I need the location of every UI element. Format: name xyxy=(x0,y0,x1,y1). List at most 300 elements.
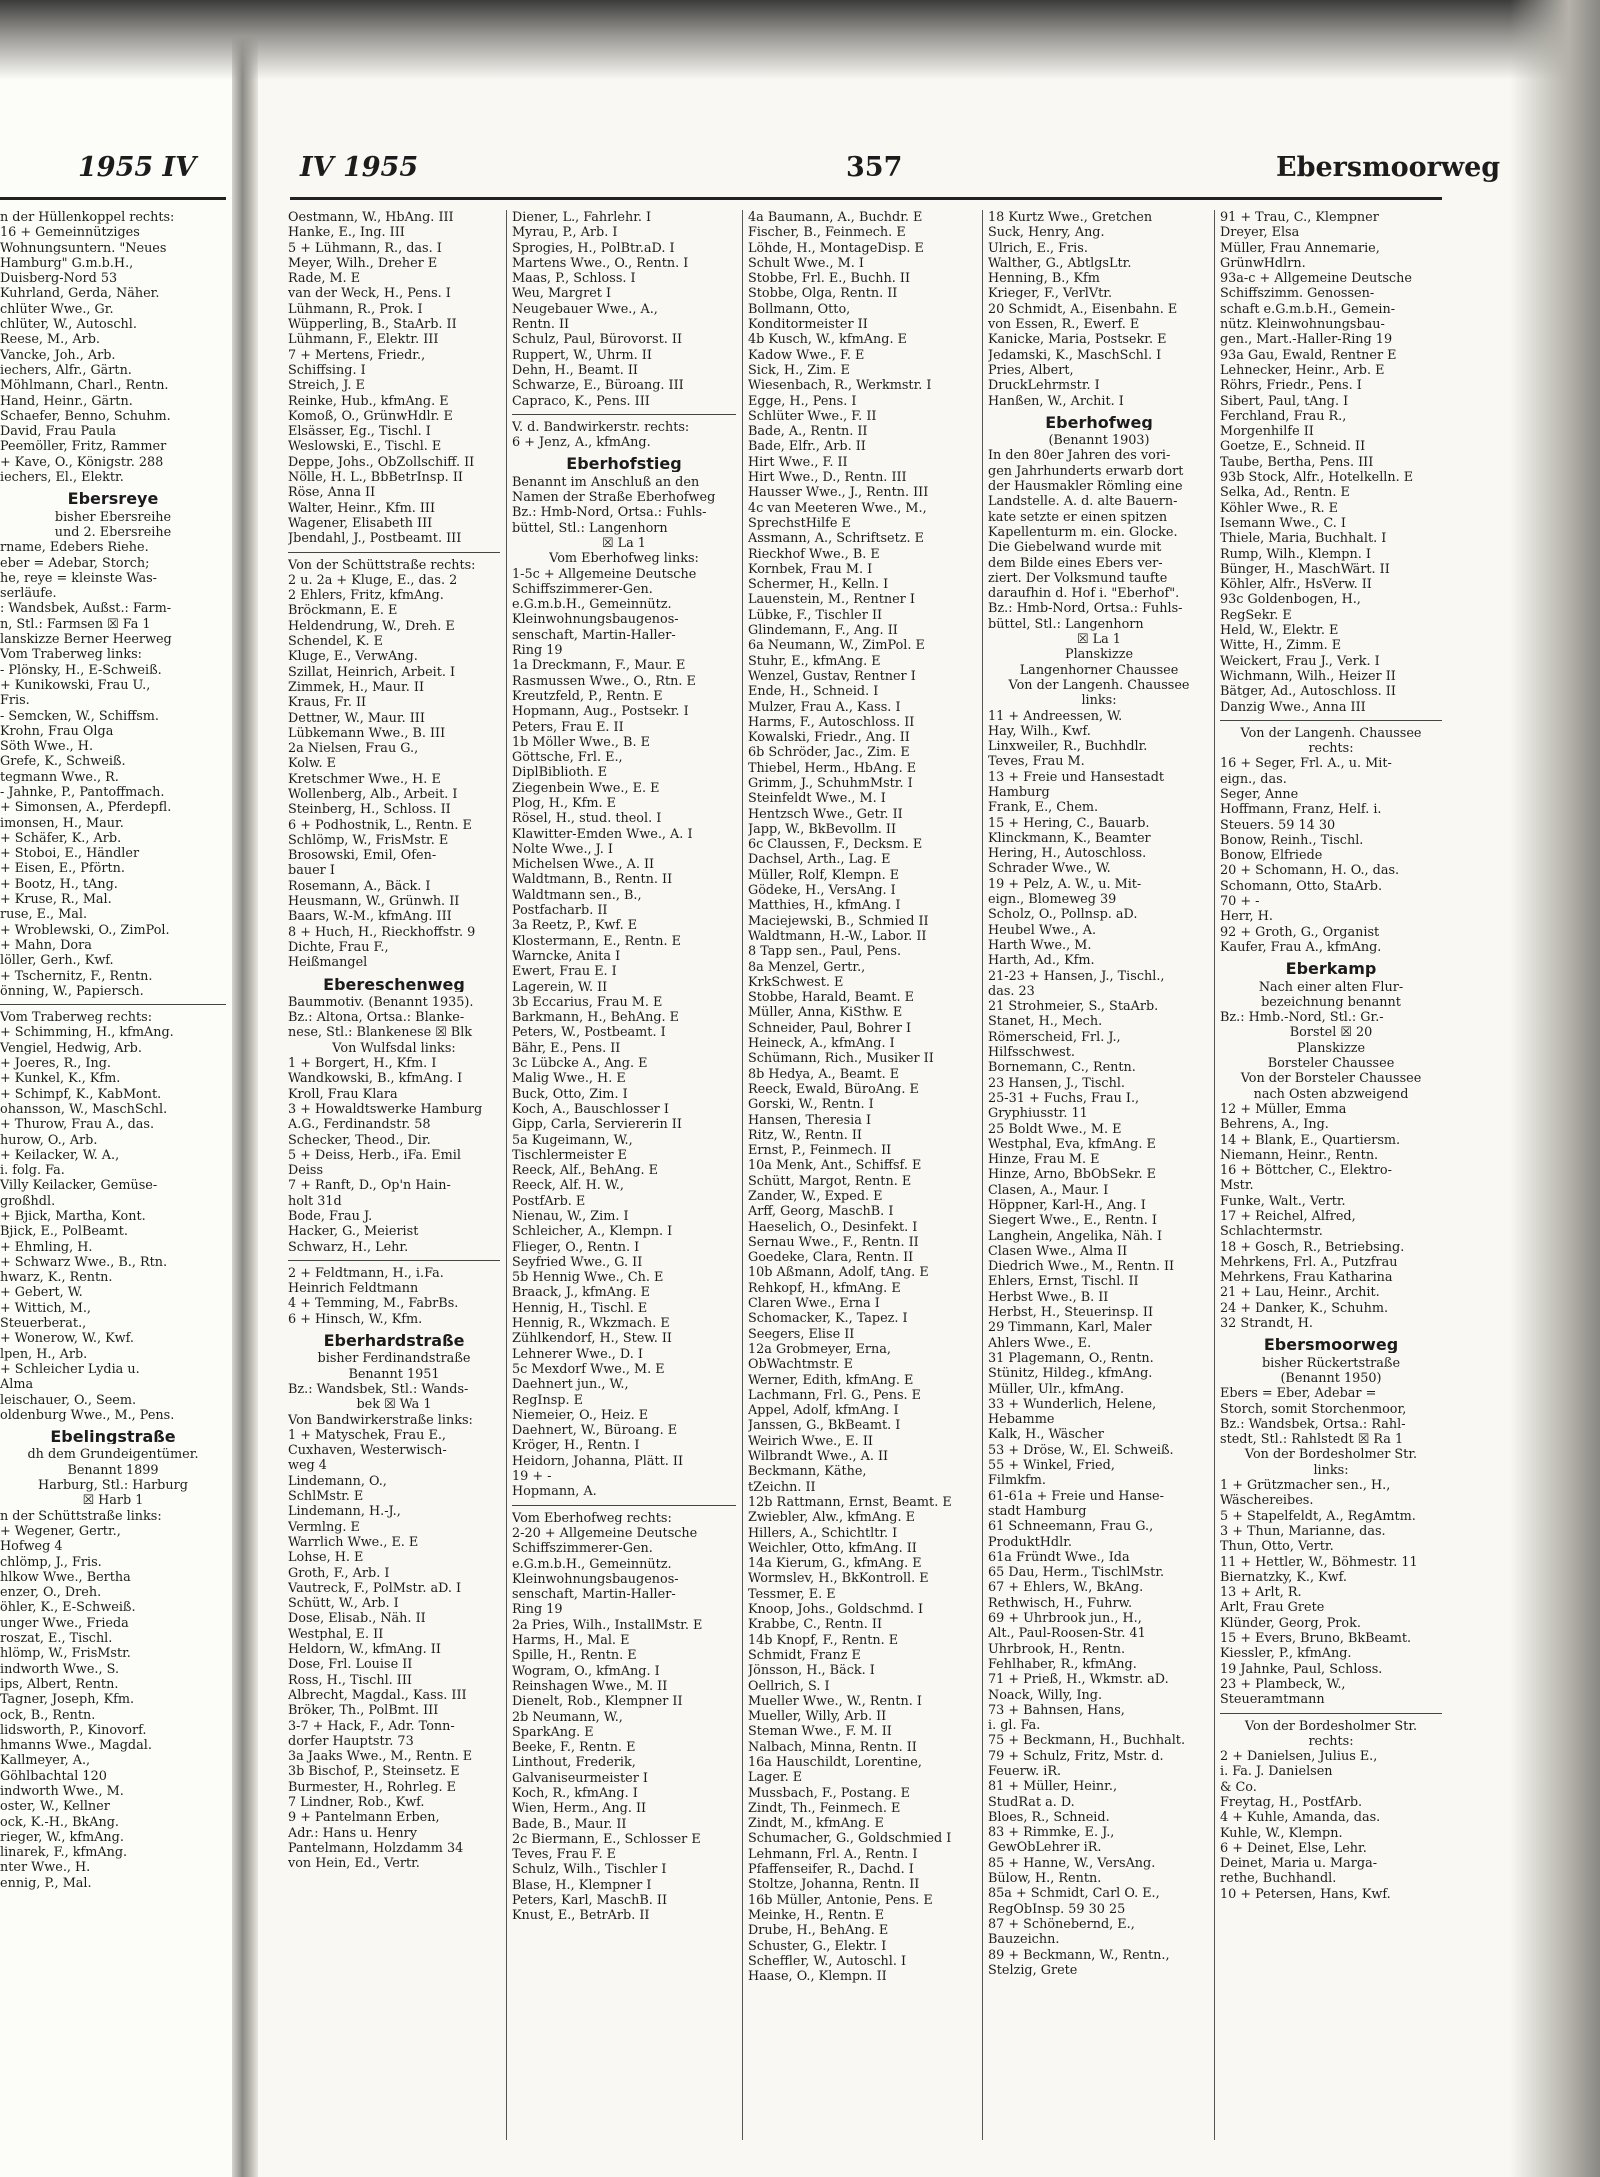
directory-entry: 61 Schneemann, Frau G., xyxy=(988,1519,1154,1535)
directory-entry: iechers, Alfr., Gärtn. xyxy=(0,362,132,378)
directory-entry: Myrau, P., Arb. I xyxy=(512,225,618,241)
directory-entry: 3 + Thun, Marianne, das. xyxy=(1220,1523,1386,1539)
directory-entry: Claren Wwe., Erna I xyxy=(748,1296,880,1312)
directory-entry: 2a Nielsen, Frau G., xyxy=(288,741,419,757)
directory-entry: 16 + Böttcher, C., Elektro- xyxy=(1220,1163,1392,1179)
directory-entry: ips, Albert, Rentn. xyxy=(0,1676,119,1692)
directory-entry: 21 Strohmeier, S., StaArb. xyxy=(988,999,1159,1015)
directory-entry: Pfaffenseifer, R., Dachd. I xyxy=(748,1862,914,1878)
directory-entry: 1b Möller Wwe., B. E xyxy=(512,734,650,750)
directory-entry: Rethwisch, H., Fuhrw. xyxy=(988,1595,1133,1611)
directory-entry: Rump, Wilh., Klempn. I xyxy=(1220,546,1371,562)
directory-entry: Zwiebler, Alw., kfmAng. E xyxy=(748,1510,915,1526)
directory-entry: hlkow Wwe., Bertha xyxy=(0,1569,131,1585)
directory-entry: Müller, Ulr., kfmAng. xyxy=(988,1381,1125,1397)
street-note: und 2. Ebersreihe xyxy=(54,524,172,540)
directory-entry: Steinfeldt Wwe., M. I xyxy=(748,791,886,807)
directory-entry: Schumacher, G., Goldschmied I xyxy=(748,1831,952,1847)
directory-entry: Kuhle, W., Klempn. xyxy=(1220,1825,1343,1841)
directory-entry: Tischlermeister E xyxy=(512,1147,627,1163)
directory-entry: Von der Schüttstraße rechts: xyxy=(288,557,476,573)
directory-entry: 8 Tapp sen., Paul, Pens. xyxy=(748,944,902,960)
directory-entry: + Keilacker, W. A., xyxy=(0,1147,120,1163)
directory-entry: Fehlhaber, R., kfmAng. xyxy=(988,1656,1137,1672)
directory-entry: 93a Gau, Ewald, Rentner E xyxy=(1220,347,1397,363)
directory-entry: Schiffsing. I xyxy=(288,362,366,378)
directory-entry: Reinshagen Wwe., M. II xyxy=(512,1678,668,1694)
directory-entry: Goetze, E., Schneid. II xyxy=(1220,439,1366,455)
directory-entry: Noack, Willy, Ing. xyxy=(988,1687,1103,1703)
section-rule xyxy=(288,1260,500,1261)
directory-entry: unger Wwe., Frieda xyxy=(0,1615,129,1631)
directory-entry: Bauzeichn. xyxy=(988,1932,1060,1948)
directory-entry: 3b Bischof, P., Steinsetz. E xyxy=(288,1764,460,1780)
directory-entry: schaft e.G.m.b.H., Gemein- xyxy=(1220,301,1396,317)
directory-entry: hlömp, W., FrisMstr. xyxy=(0,1646,131,1662)
directory-entry: RegInsp. E xyxy=(512,1392,583,1408)
directory-entry: Deiss xyxy=(288,1163,324,1179)
directory-entry: Villy Keilacker, Gemüse- xyxy=(0,1178,158,1194)
directory-entry: 1 + Borgert, H., Kfm. I xyxy=(288,1056,437,1072)
directory-entry: 4b Kusch, W., kfmAng. E xyxy=(748,332,907,348)
directory-entry: 17 + Reichel, Alfred, xyxy=(1220,1209,1356,1224)
directory-entry: Wichmann, Wilh., Heizer II xyxy=(1220,668,1396,684)
directory-entry: + Eisen, E., Pförtn. xyxy=(0,861,125,877)
directory-entry: n, Stl.: Farmsen ☒ Fa 1 xyxy=(0,616,151,632)
directory-entry: Bollmann, Otto, xyxy=(748,301,851,317)
directory-entry: 19 + Pelz, A. W., u. Mit- xyxy=(988,876,1142,892)
directory-entry: Hamburg" G.m.b.H., xyxy=(0,255,134,271)
street-note: Von der Borsteler Chaussee xyxy=(1240,1071,1422,1087)
directory-entry: Sick, H., Zim. E xyxy=(748,362,850,378)
directory-entry: Hering, H., Autoschloss. xyxy=(988,846,1147,862)
directory-entry: Groth, F., Arb. I xyxy=(288,1565,390,1581)
directory-entry: Haeselich, O., Desinfekt. I xyxy=(748,1219,918,1235)
directory-entry: Möhlmann, Charl., Rentn. xyxy=(0,378,169,394)
directory-entry: Ende, H., Schneid. I xyxy=(748,684,879,700)
directory-entry: Kolw. E xyxy=(288,756,336,772)
directory-entry: Heldendrung, W., Dreh. E xyxy=(288,618,455,634)
directory-entry: Nienau, W., Zim. I xyxy=(512,1209,629,1224)
street-note: Von Wulfsdal links: xyxy=(332,1040,456,1056)
directory-entry: Wagener, Elisabeth III xyxy=(288,515,433,531)
directory-entry: großhdl. xyxy=(0,1193,56,1209)
directory-entry: Deinet, Maria u. Marga- xyxy=(1220,1856,1378,1872)
directory-entry: n der Schüttstraße links: xyxy=(0,1508,162,1524)
directory-entry: Harth Wwe., M. xyxy=(988,937,1092,953)
book-gutter xyxy=(232,0,258,2177)
directory-entry: Pries, Albert, xyxy=(988,362,1074,378)
directory-entry: Vautreck, F., PolMstr. aD. I xyxy=(288,1580,462,1596)
directory-entry: hmanns Wwe., Magdal. xyxy=(0,1738,152,1754)
directory-entry: 85 + Hanne, W., VersAng. xyxy=(988,1855,1156,1871)
directory-entry: Japp, W., BkBevollm. II xyxy=(748,821,897,837)
directory-entry: Mehrkens, Frl. A., Putzfrau xyxy=(1220,1254,1398,1270)
directory-entry: Bade, A., Rentn. II xyxy=(748,424,868,440)
directory-entry: stadt Hamburg xyxy=(988,1503,1087,1519)
directory-entry: Ring 19 xyxy=(512,643,563,659)
directory-entry: + Schimming, H., kfmAng. xyxy=(0,1025,174,1041)
directory-entry: daraufhin d. Hof i. "Eberhof". xyxy=(988,586,1180,602)
directory-entry: eign., Blomeweg 39 xyxy=(988,892,1117,908)
directory-entry: Zander, W., Exped. E xyxy=(748,1189,883,1204)
directory-entry: Filmkfm. xyxy=(988,1473,1046,1489)
directory-entry: Krohn, Frau Olga xyxy=(0,723,114,739)
directory-entry: Maas, P., Schloss. I xyxy=(512,271,636,287)
directory-entry: 25-31 + Fuchs, Frau I., xyxy=(988,1090,1140,1106)
directory-entry: Schendel, K. E xyxy=(288,634,384,650)
directory-entry: Clasen, A., Maur. I xyxy=(988,1182,1109,1198)
directory-entry: Steueramtmann xyxy=(1220,1692,1325,1708)
directory-entry: Hay, Wilh., Kwf. xyxy=(988,723,1091,739)
directory-entry: Tagner, Joseph, Kfm. xyxy=(0,1692,135,1708)
directory-entry: Elsässer, Eg., Tischl. I xyxy=(288,424,431,440)
directory-entry: Hopmann, A. xyxy=(512,1484,597,1500)
directory-entry: 93c Goldenbogen, H., xyxy=(1220,592,1361,608)
directory-entry: stedt, Stl.: Rahlstedt ☒ Ra 1 xyxy=(1220,1432,1404,1448)
directory-entry: - Jahnke, P., Pantoffmach. xyxy=(0,784,165,800)
street-note: bezeichnung benannt xyxy=(1261,994,1401,1010)
street-note: Borsteler Chaussee xyxy=(1267,1056,1395,1072)
directory-entry: + Schäfer, K., Arb. xyxy=(0,830,122,846)
directory-entry: Koch, R., kfmAng. I xyxy=(512,1785,638,1801)
directory-entry: Niemeier, O., Heiz. E xyxy=(512,1407,649,1423)
directory-entry: büttel, Stl.: Langenhorn xyxy=(512,520,668,536)
directory-entry: Maciejewski, B., Schmied II xyxy=(748,913,929,929)
directory-entry: 3 + Howaldtswerke Hamburg xyxy=(288,1101,483,1117)
directory-entry: Tessmer, E. E xyxy=(748,1586,836,1602)
directory-entry: Kreutzfeld, P., Rentn. E xyxy=(512,688,663,704)
directory-entry: Zindt, M., kfmAng. E xyxy=(748,1816,884,1832)
directory-entry: + Schimpf, K., KabMont. xyxy=(0,1086,162,1102)
directory-entry: Röhrs, Friedr., Pens. I xyxy=(1220,378,1362,394)
directory-entry: Heißmangel xyxy=(288,955,368,971)
directory-entry: Teves, Frau M. xyxy=(988,754,1085,770)
directory-entry: Kröger, H., Rentn. I xyxy=(512,1438,640,1454)
directory-entry: dorfer Hauptstr. 73 xyxy=(288,1733,414,1749)
directory-entry: 16 + Gemeinnütziges xyxy=(0,225,140,241)
directory-entry: Konditormeister II xyxy=(748,317,868,333)
directory-entry: Peters, Karl, MaschB. II xyxy=(512,1893,668,1909)
directory-entry: e.G.m.b.H., Gemeinnütz. xyxy=(512,1556,672,1572)
section-rule xyxy=(0,1004,226,1005)
street-heading: Eberhardstraße xyxy=(323,1333,465,1349)
directory-entry: Steuers. 59 14 30 xyxy=(1220,817,1336,833)
directory-entry: KrkSchwest. E xyxy=(748,974,844,990)
directory-entry: Fischer, B., Feinmech. E xyxy=(748,225,906,241)
directory-entry: Ferchland, Frau R., xyxy=(1220,408,1347,424)
directory-entry: Lachmann, Frl. G., Pens. E xyxy=(748,1387,922,1403)
directory-entry: i. gl. Fa. xyxy=(988,1718,1041,1734)
directory-entry: Wenzel, Gustav, Rentner I xyxy=(748,668,916,684)
directory-entry: 7 + Mertens, Friedr., xyxy=(288,347,426,363)
directory-entry: Göttsche, Frl. E., xyxy=(512,750,623,766)
directory-entry: Klinckmann, K., Beamter xyxy=(988,830,1151,846)
directory-entry: imonsen, H., Maur. xyxy=(0,815,124,831)
directory-entry: Seegers, Elise II xyxy=(748,1326,855,1342)
directory-entry: Namen der Straße Eberhofweg xyxy=(512,490,716,506)
directory-entry: das. 23 xyxy=(988,983,1035,999)
directory-entry: Daehnert jun., W., xyxy=(512,1377,629,1393)
directory-entry: 3a Jaaks Wwe., M., Rentn. E xyxy=(288,1749,473,1765)
directory-entry: Stelzig, Grete xyxy=(988,1962,1078,1978)
directory-entry: Die Giebelwand wurde mit xyxy=(988,540,1162,556)
section-rule xyxy=(512,1505,736,1506)
directory-entry: Hamburg xyxy=(988,784,1050,800)
directory-entry: Sprogies, H., PolBtr.aD. I xyxy=(512,240,675,256)
directory-entry: 9 + Pantelmann Erben, xyxy=(288,1810,440,1826)
directory-entry: linarek, F., kfmAng. xyxy=(0,1845,128,1861)
directory-entry: Behrens, A., Ing. xyxy=(1220,1117,1329,1133)
directory-entry: Herbst Wwe., B. II xyxy=(988,1289,1109,1305)
directory-entry: Danzig Wwe., Anna III xyxy=(1220,699,1366,715)
directory-entry: Lauenstein, M., Rentner I xyxy=(748,592,915,608)
directory-entry: 12b Rattmann, Ernst, Beamt. E xyxy=(748,1494,952,1510)
directory-entry: Peemöller, Fritz, Rammer xyxy=(0,439,167,455)
directory-entry: Weirich Wwe., E. II xyxy=(748,1433,873,1449)
directory-entry: Galvaniseurmeister I xyxy=(512,1770,648,1786)
directory-entry: 19 Jahnke, Paul, Schloss. xyxy=(1220,1661,1383,1677)
directory-entry: 18 + Gosch, R., Betriebsing. xyxy=(1220,1239,1405,1255)
directory-entry: tZeichn. II xyxy=(748,1479,816,1495)
directory-entry: Meinke, H., Rentn. E xyxy=(748,1907,885,1923)
directory-entry: Clasen Wwe., Alma II xyxy=(988,1243,1128,1259)
directory-entry: ock, B., Rentn. xyxy=(0,1707,96,1723)
directory-entry: 4c van Meeteren Wwe., M., xyxy=(748,500,927,516)
directory-entry: Kleinwohnungsbaugenos- xyxy=(512,1571,679,1587)
directory-entry: Waldtmann, B., Rentn. II xyxy=(512,872,673,888)
directory-entry: Ulrich, E., Fris. xyxy=(988,240,1088,256)
directory-entry: Hinze, Arno, BbObSekr. E xyxy=(988,1167,1156,1183)
directory-entry: Ebers = Eber, Adebar = xyxy=(1220,1386,1377,1402)
directory-entry: bauer I xyxy=(288,863,335,879)
directory-entry: senschaft, Martin-Haller- xyxy=(512,627,676,643)
directory-entry: Müller, Frau Annemarie, xyxy=(1220,240,1380,256)
directory-entry: 16b Müller, Antonie, Pens. E xyxy=(748,1892,933,1908)
directory-entry: Westphal, E. II xyxy=(288,1626,384,1642)
directory-entry: Kretschmer Wwe., H. E xyxy=(288,771,441,787)
directory-entry: Dienelt, Rob., Klempner II xyxy=(512,1694,683,1710)
street-note: Von der Langenh. Chaussee xyxy=(1008,677,1190,693)
header-rule xyxy=(290,197,1442,200)
directory-entry: serläufe. xyxy=(0,586,57,602)
directory-entry: Rentn. II xyxy=(512,317,570,333)
directory-entry: ruse, E., Mal. xyxy=(0,907,88,923)
directory-entry: + Kruse, R., Mal. xyxy=(0,892,112,908)
directory-entry: + Kunikowski, Frau U., xyxy=(0,677,151,693)
directory-entry: oldenburg Wwe., M., Pens. xyxy=(0,1407,175,1423)
directory-entry: 8b Hedya, A., Beamt. E xyxy=(748,1066,900,1082)
left-header-rule xyxy=(0,197,226,200)
directory-entry: e.G.m.b.H., Gemeinnütz. xyxy=(512,597,672,613)
directory-entry: Weichler, Otto, kfmAng. II xyxy=(748,1540,917,1556)
directory-entry: van der Weck, H., Pens. I xyxy=(288,286,451,302)
directory-entry: 73 + Bahnsen, Hans, xyxy=(988,1702,1125,1718)
directory-entry: senschaft, Martin-Haller- xyxy=(512,1587,676,1603)
street-note: ☒ Harb 1 xyxy=(82,1493,144,1509)
directory-entry: Baars, W.-M., kfmAng. III xyxy=(288,909,452,925)
directory-entry: 1-5c + Allgemeine Deutsche xyxy=(512,566,697,582)
directory-entry: DruckLehrmstr. I xyxy=(988,378,1100,394)
directory-entry: chlömp, J., Fris. xyxy=(0,1554,102,1570)
directory-entry: RegSekr. E xyxy=(1220,607,1292,623)
directory-entry: 14a Kierum, G., kfmAng. E xyxy=(748,1556,922,1572)
directory-entry: Arff, Georg, MaschB. I xyxy=(748,1204,894,1220)
directory-entry: Egge, H., Pens. I xyxy=(748,393,857,409)
directory-entry: Schult Wwe., M. I xyxy=(748,255,864,271)
directory-entry: 10a Menk, Ant., Schiffsf. E xyxy=(748,1158,922,1174)
directory-entry: Hentzsch Wwe., Getr. II xyxy=(748,806,903,822)
directory-entry: Ritz, W., Rentn. II xyxy=(748,1127,862,1143)
directory-entry: Lübke, F., Tischler II xyxy=(748,607,883,623)
directory-entry: Steinberg, H., Schloss. II xyxy=(288,802,451,818)
directory-entry: Hilfsschwest. xyxy=(988,1045,1075,1061)
directory-entry: Zimmek, H., Maur. II xyxy=(288,679,425,695)
directory-entry: Komoß, O., GrünwHdlr. E xyxy=(288,408,453,424)
directory-entry: Wilbrandt Wwe., A. II xyxy=(748,1449,889,1465)
directory-entry: Kalk, H., Wäscher xyxy=(988,1427,1104,1443)
directory-entry: Warrlich Wwe., E. E xyxy=(288,1534,419,1550)
directory-entry: von Essen, R., Ewerf. E xyxy=(988,317,1140,333)
directory-entry: 2c Biermann, E., Schlosser E xyxy=(512,1831,701,1847)
directory-entry: Wohnungsuntern. "Neues xyxy=(0,240,167,256)
directory-entry: Stanet, H., Mech. xyxy=(988,1014,1103,1030)
directory-entry: Kapellenturm m. ein. Glocke. xyxy=(988,524,1178,540)
directory-entry: RegObInsp. 59 30 25 xyxy=(988,1901,1126,1917)
directory-entry: weg 4 xyxy=(288,1458,327,1474)
directory-entry: Flieger, O., Rentn. I xyxy=(512,1239,640,1255)
directory-entry: Ross, H., Tischl. III xyxy=(288,1672,412,1688)
directory-entry: Arlt, Frau Grete xyxy=(1220,1600,1325,1616)
directory-entry: ObWachtmstr. E xyxy=(748,1357,853,1373)
directory-entry: 53 + Dröse, W., El. Schweiß. xyxy=(988,1442,1174,1458)
directory-entry: Teves, Frau F. E xyxy=(512,1847,616,1863)
directory-entry: 3a Reetz, P., Kwf. E xyxy=(512,918,638,934)
directory-entry: Bz.: Wandsbek, Ortsa.: Rahl- xyxy=(1220,1416,1406,1432)
directory-entry: Gödeke, H., VersAng. I xyxy=(748,883,896,899)
directory-entry: Mueller, Willy, Arb. II xyxy=(748,1709,887,1725)
directory-entry: Weu, Margret I xyxy=(512,286,612,302)
directory-entry: Stuhr, E., kfmAng. E xyxy=(748,653,881,669)
directory-entry: Schrader Wwe., W. xyxy=(988,861,1111,877)
directory-entry: 70 + - xyxy=(1220,894,1260,910)
directory-entry: Schlömp, W., FrisMstr. E xyxy=(288,832,449,848)
directory-entry: Bode, Frau J. xyxy=(288,1209,373,1224)
directory-entry: Krieger, F., VerlVtr. xyxy=(988,286,1113,302)
street-note: bisher Rückertstraße xyxy=(1261,1355,1401,1371)
directory-entry: 23 + Plambeck, W., xyxy=(1220,1676,1346,1692)
directory-entry: Knoop, Johs., Goldschmd. I xyxy=(748,1602,924,1618)
directory-entry: Kornbek, Frau M. I xyxy=(748,561,873,577)
directory-entry: Steman Wwe., F. M. II xyxy=(748,1724,892,1740)
directory-entry: Glindemann, F., Ang. II xyxy=(748,623,898,639)
directory-entry: Wiesenbach, R., Werkmstr. I xyxy=(748,378,932,394)
directory-entry: Hanßen, W., Archit. I xyxy=(988,393,1124,409)
directory-entry: 15 + Evers, Bruno, BkBeamt. xyxy=(1220,1631,1412,1647)
directory-entry: he, reye = kleinste Was- xyxy=(0,570,157,586)
directory-entry: Werner, Edith, kfmAng. E xyxy=(748,1372,914,1388)
directory-entry: Kuhrland, Gerda, Näher. xyxy=(0,286,160,302)
directory-entry: ennig, P., Mal. xyxy=(0,1875,92,1891)
directory-entry: Niemann, Heinr., Rentn. xyxy=(1220,1147,1379,1163)
directory-entry: Hirt Wwe., D., Rentn. III xyxy=(748,470,907,486)
directory-entry: Schulz, Wilh., Tischler I xyxy=(512,1862,667,1878)
directory-entry: 7 Lindner, Rob., Kwf. xyxy=(288,1794,425,1810)
directory-entry: Szillat, Heinrich, Arbeit. I xyxy=(288,664,456,680)
directory-entry: büttel, Stl.: Langenhorn xyxy=(988,616,1144,632)
directory-entry: + Ehmling, H. xyxy=(0,1239,93,1255)
directory-entry: Henning, B., Kfm xyxy=(988,271,1100,287)
directory-entry: Hinze, Frau M. E xyxy=(988,1152,1100,1168)
directory-entry: Römerscheid, Frl. J., xyxy=(988,1029,1121,1045)
directory-entry: oster, W., Kellner xyxy=(0,1799,110,1815)
directory-entry: Von Bandwirkerstraße links: xyxy=(288,1412,473,1428)
directory-entry: Lohse, H. E xyxy=(288,1550,364,1566)
directory-entry: + Tschernitz, F., Rentn. xyxy=(0,968,153,984)
directory-entry: i. Fa. J. Danielsen xyxy=(1220,1764,1333,1780)
directory-entry: 2-20 + Allgemeine Deutsche xyxy=(512,1525,698,1541)
directory-entry: Steuerberat., xyxy=(0,1316,87,1332)
directory-entry: Mehrkens, Frau Katharina xyxy=(1220,1270,1393,1286)
directory-entry: - Semcken, W., Schiffsm. xyxy=(0,708,159,724)
directory-entry: 6a Neumann, W., ZimPol. E xyxy=(748,638,925,654)
directory-entry: Heubel Wwe., A. xyxy=(988,922,1097,938)
directory-entry: Kanicke, Maria, Postsekr. E xyxy=(988,332,1167,348)
directory-entry: Heidorn, Johanna, Plätt. II xyxy=(512,1453,684,1469)
directory-entry: Wäschereibes. xyxy=(1220,1493,1314,1509)
directory-entry: + Bootz, H., tAng. xyxy=(0,876,118,892)
directory-entry: 16a Hauschildt, Lorentine, xyxy=(748,1754,922,1770)
directory-entry: eber = Adebar, Storch; xyxy=(0,555,150,571)
directory-entry: Wogram, O., kfmAng. I xyxy=(512,1663,660,1679)
directory-entry: kate setzte er einen spitzen xyxy=(988,509,1168,525)
directory-entry: Diedrich Wwe., M., Rentn. II xyxy=(988,1259,1175,1275)
directory-entry: Schneider, Paul, Bohrer I xyxy=(748,1020,912,1036)
directory-entry: Kluge, E., VerwAng. xyxy=(288,649,418,665)
directory-entry: Reeck, Ewald, BüroAng. E xyxy=(748,1081,919,1097)
right-shadow xyxy=(1510,0,1600,2177)
directory-entry: Alt., Paul-Roosen-Str. 41 xyxy=(988,1626,1146,1642)
directory-entry: Grimm, J., SchuhmMstr. I xyxy=(748,775,913,791)
directory-entry: David, Frau Paula xyxy=(0,424,117,440)
directory-entry: - Plönsky, H., E-Schweiß. xyxy=(0,662,162,678)
directory-entry: Baummotiv. (Benannt 1935). xyxy=(288,994,474,1010)
directory-entry: Bonow, Reinh., Tischl. xyxy=(1220,832,1364,848)
directory-entry: enzer, O., Dreh. xyxy=(0,1585,102,1601)
directory-entry: roszat, E., Tischl. xyxy=(0,1631,113,1647)
directory-entry: der Hausmakler Römling eine xyxy=(988,479,1183,495)
directory-entry: Heineck, A., kfmAng. I xyxy=(748,1036,895,1052)
directory-entry: 11 + Andreessen, W. xyxy=(988,708,1123,724)
directory-entry: Bröckmann, E. E xyxy=(288,603,398,619)
directory-entry: Herbst, H., Steuerinsp. II xyxy=(988,1305,1154,1321)
directory-entry: 4a Baumann, A., Buchdr. E xyxy=(748,210,923,225)
directory-entry: Warncke, Anita I xyxy=(512,948,621,964)
directory-entry: Beckmann, Käthe, xyxy=(748,1464,867,1480)
directory-entry: Suck, Henry, Ang. xyxy=(988,225,1105,241)
directory-entry: Schleicher, A., Klempn. I xyxy=(512,1224,673,1240)
directory-entry: Schomann, Otto, StaArb. xyxy=(1220,878,1383,894)
directory-entry: 89 + Beckmann, W., Rentn., xyxy=(988,1947,1170,1963)
directory-entry: Uhrbrook, H., Rentn. xyxy=(988,1641,1126,1657)
directory-entry: Dichte, Frau F., xyxy=(288,939,389,955)
directory-entry: Bornemann, C., Rentn. xyxy=(988,1060,1136,1076)
directory-entry: 10 + Petersen, Hans, Kwf. xyxy=(1220,1886,1391,1902)
directory-entry: Köhler Wwe., R. E xyxy=(1220,500,1339,516)
directory-entry: Schümann, Rich., Musiker II xyxy=(748,1051,934,1067)
directory-entry: 3-7 + Hack, F., Adr. Tonn- xyxy=(288,1718,455,1734)
directory-entry: + Wegener, Gertr., xyxy=(0,1523,121,1539)
